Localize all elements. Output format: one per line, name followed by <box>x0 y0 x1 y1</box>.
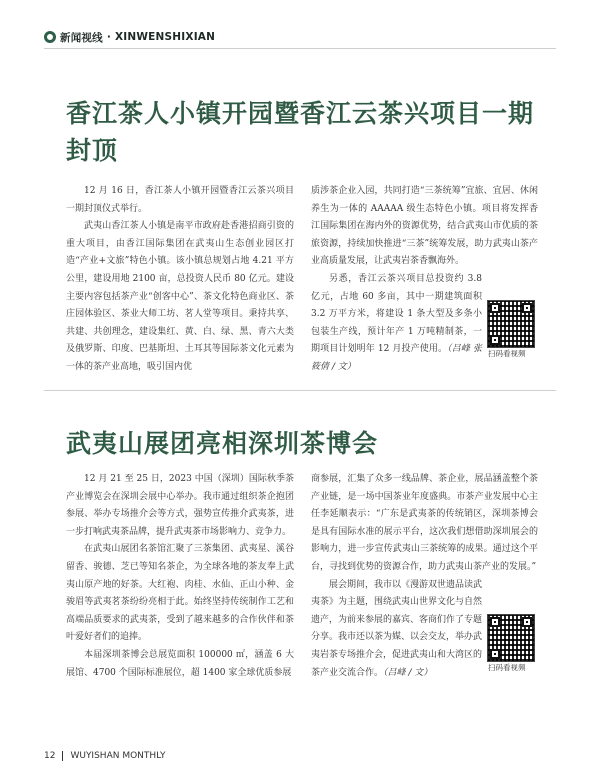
article1-paragraph-text: 另悉，香江云茶兴项目总投资约 3.8 亿元，占地 60 多亩，其中一期建筑面积 3.2 万平方米，将建设 1 条大型及多条小包装生产线，预计年产 1 万吨精制茶，一期项目计划明年 12 月投产使用。 <box>311 273 482 355</box>
page-number: 12 <box>44 751 56 761</box>
qr-finder-icon <box>522 617 532 627</box>
qr-finder-icon <box>490 335 500 345</box>
footer-separator <box>62 751 63 761</box>
magazine-name: WUYISHAN MONTHLY <box>70 751 166 761</box>
article1-qr-label: 扫码看视频 <box>488 349 526 358</box>
article2-paragraph <box>311 577 482 683</box>
section-name-cn: 新闻视线 <box>60 31 103 44</box>
article1-signature: （吕峰 张筱倩 / 文） <box>311 344 482 372</box>
article2-qr-label: 扫码看视频 <box>488 663 526 672</box>
page-footer <box>44 751 166 761</box>
article2-paragraph: 本届深圳茶博会总展览面积 100000 ㎡，涵盖 6 大展馆、4700 个国际标准展位，超 1400 家全球优质参展 <box>66 649 294 678</box>
article1-paragraph: 武夷山香江茶人小镇是南平市政府赴香港招商引资的重大项目，由香江国际集团在武夷山生态创业园区打造“产业+文旅”特色小镇。该小镇总规划占地 4.21 平方公里，建设用地 2100 亩，总投资人民币 80 亿元。建设主要内容包括茶产业“创客中心”、茶文化特色商业区、茶庄园体验区、茶业大师工坊、茗人堂等项目。秉持共享、共建、共创理念，建设集红、黄、白、绿、黑、青六大类及俄罗斯、印度、巴基斯坦、土耳其等国际茶文化元素为一体的茶产业高地，吸引国内优 <box>66 221 294 372</box>
article2-paragraph: 在武夷山展团名茶馆汇聚了三茶集团、武夷星、溪谷留香、骏德、芝已等知名茶企，为全球各地的茶友奉上武夷山原产地的好茶。大红袍、肉桂、水仙、正山小种、金骏眉等武夷茗茶纷纷亮相于此。始终坚持传统制作工艺和高端品质要求的武夷茶，受到了越来越多的合作伙伴和茶叶爱好者们的追捧。 <box>66 544 294 643</box>
article2-qr-code[interactable] <box>487 614 535 662</box>
qr-finder-icon <box>490 303 500 313</box>
article1-qr-code[interactable] <box>487 300 535 348</box>
article1-paragraph: 质涉茶企业入园，共同打造“三茶统筹”宜旅、宜居、休闲养生为一体的 AAAAA 级生态特色小镇。项目将发挥香江国际集团在海内外的资源优势，结合武夷山市优质的茶旅资源，持续加快推进“三茶”统筹发展，助力武夷山茶产业高质量发展，让武夷岩茶香飘海外。 <box>311 186 538 267</box>
section-header <box>44 29 215 45</box>
header-divider <box>44 48 556 49</box>
article2-column-left <box>66 471 294 682</box>
qr-finder-icon <box>522 303 532 313</box>
article2-paragraph: 12 月 21 至 25 日，2023 中国（深圳）国际秋季茶产业博览会在深圳会展中心举办。我市通过组织茶企抱团参展、举办专场推介会等方式，强势宣传推介武夷茶，进一步打响武夷茶品牌，提升武夷茶市场影响力、竞争力。 <box>66 474 294 537</box>
article1-paragraph: 12 月 16 日，香江茶人小镇开园暨香江云茶兴项目一期封顶仪式举行。 <box>66 186 294 214</box>
article-divider <box>44 390 556 391</box>
article2-paragraph-text: 展会期间，我市以《漫游双世遗品读武夷茶》为主题，围绕武夷山世界文化与自然遗产，为前来参展的嘉宾、客商们作了专题分享。我市还以茶为媒、以会交友，举办武夷岩茶专场推介会，促进武夷山和大湾区的茶产业交流合作。 <box>311 579 483 678</box>
article2-paragraph: 商参展，汇集了众多一线品牌、茶企业，展品涵盖整个茶产业链，是一场中国茶业年度盛典。市茶产业发展中心主任李延顺表示：“广东是武夷茶的传统销区，深圳茶博会是具有国际水准的展示平台，这次我们想借助深圳展会的影响力，进一步宣传武夷山三茶统筹的成果。通过这个平台，寻找到优势的资源合作，助力武夷山茶产业的发展。” <box>311 474 538 572</box>
magazine-logo-icon <box>44 31 56 43</box>
section-name-en: XINWENSHIXIAN <box>115 31 216 43</box>
section-separator: · <box>106 31 112 43</box>
qr-finder-icon <box>490 649 500 659</box>
article1-paragraph <box>311 271 482 377</box>
article2-title: 武夷山展团亮相深圳茶博会 <box>66 429 379 458</box>
qr-finder-icon <box>490 617 500 627</box>
article1-column-left <box>66 183 294 377</box>
article1-title: 香江茶人小镇开园暨香江云茶兴项目一期封顶 <box>66 99 535 165</box>
article2-signature: （吕峰 / 文） <box>383 667 433 678</box>
